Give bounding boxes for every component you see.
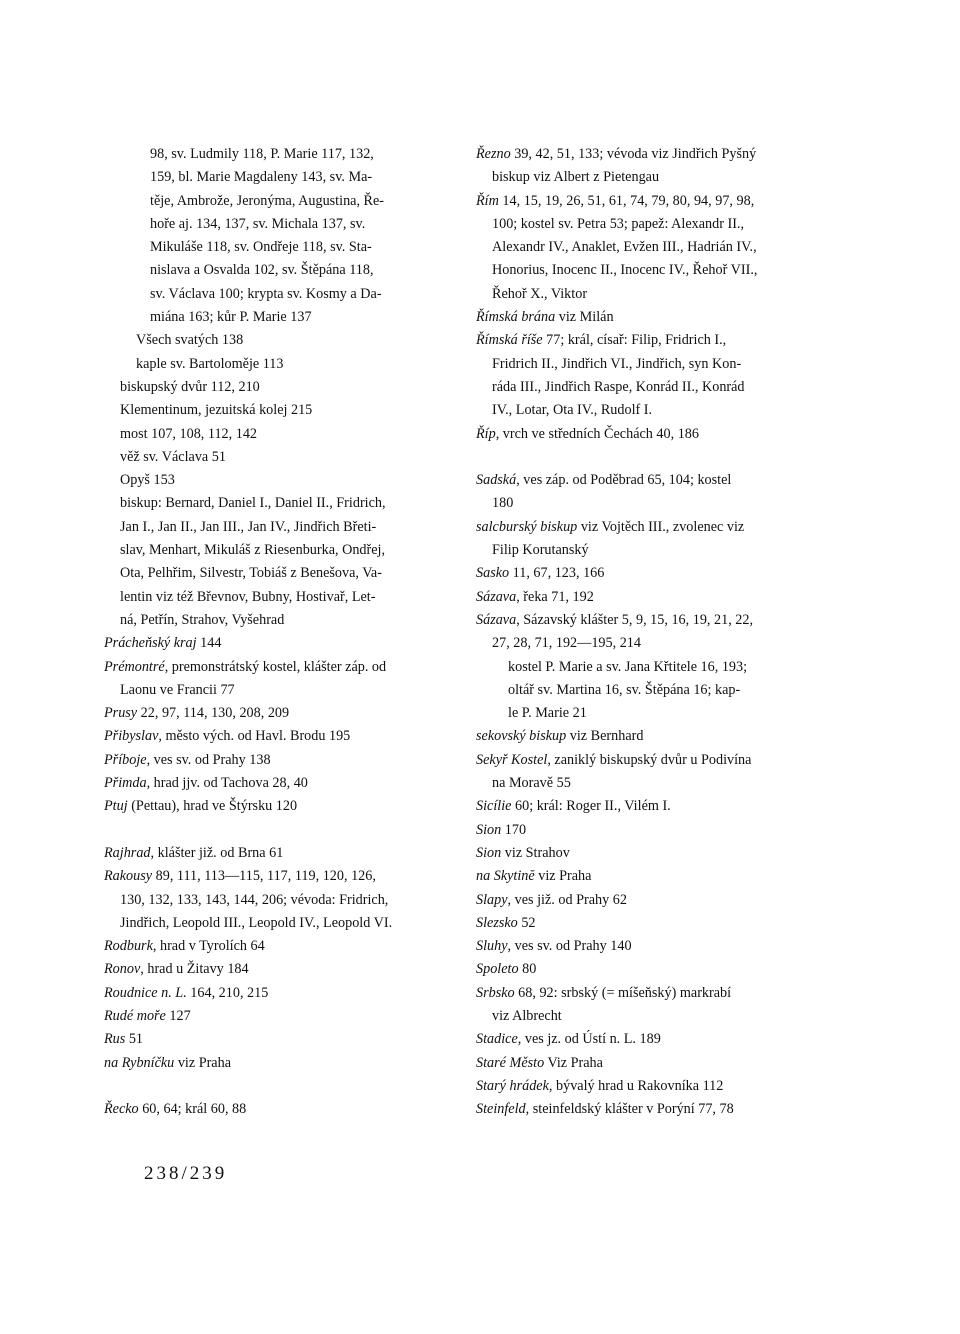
index-entry-continuation: [476, 399, 808, 422]
entry-text: Filip Korutanský: [492, 542, 589, 559]
index-entry-continuation: [104, 306, 434, 329]
entry-headword: Prusy: [104, 705, 138, 722]
entry-text: biskup viz Albert z Pietengau: [492, 169, 660, 186]
entry-headword: Stadice: [476, 1031, 518, 1048]
entry-text: , hrad jjv. od Tachova 28, 40: [146, 775, 308, 792]
entry-text: 127: [165, 1007, 191, 1024]
entry-headword: Říp: [476, 425, 496, 442]
index-entry: [476, 749, 808, 772]
entry-headword: Sázava: [476, 611, 517, 628]
entry-headword: Příboje: [104, 751, 147, 768]
entry-headword: Sion: [476, 844, 502, 861]
entry-text: Honorius, Inocenc II., Inocenc IV., Řehoř VII.,: [492, 262, 758, 279]
index-entry-continuation: [104, 539, 434, 562]
index-entry-continuation: [104, 283, 434, 306]
index-entry: [104, 725, 434, 748]
entry-text: viz Bernhard: [566, 728, 644, 745]
entry-text: IV., Lotar, Ota IV., Rudolf I.: [492, 402, 653, 419]
entry-headword: Slapy: [476, 891, 508, 908]
entry-headword: Prácheňský kraj: [104, 635, 197, 652]
entry-text: viz Milán: [555, 309, 614, 326]
entry-text: Alexandr IV., Anaklet, Evžen III., Hadrián IV.,: [492, 239, 757, 256]
entry-text: Ota, Pelhřim, Silvestr, Tobiáš z Benešova, Va-: [120, 565, 382, 582]
entry-headword: Sadská: [476, 472, 517, 489]
entry-text: , premonstrátský kostel, klášter záp. od: [164, 658, 387, 675]
entry-headword: Rus: [104, 1031, 126, 1048]
index-entry: [476, 586, 808, 609]
index-entry-continuation: [104, 329, 434, 352]
entry-text: Řehoř X., Viktor: [492, 285, 588, 302]
index-entry-continuation: [104, 353, 434, 376]
entry-headword: Ronov: [104, 961, 141, 978]
index-entry: [476, 143, 808, 166]
entry-text: viz Strahov: [501, 844, 570, 861]
index-entry: [476, 423, 808, 446]
entry-text: lentin viz též Břevnov, Bubny, Hostivař, Let-: [120, 588, 376, 605]
index-entry-continuation: [104, 213, 434, 236]
entry-headword: Starý hrádek: [476, 1077, 549, 1094]
entry-text: Laonu ve Francii 77: [120, 681, 235, 698]
entry-text: 170: [501, 821, 527, 838]
entry-text: 180: [492, 495, 514, 512]
index-entry: [104, 1028, 434, 1051]
entry-text: (Pettau), hrad ve Štýrsku 120: [127, 798, 298, 815]
index-entry: [104, 865, 434, 888]
entry-text: , hrad u Žitavy 184: [140, 961, 249, 978]
entry-headword: Prémontré: [104, 658, 165, 675]
index-entry-continuation: [476, 259, 808, 282]
entry-text: , ves jz. od Ústí n. L. 189: [517, 1031, 661, 1048]
index-entry: [476, 609, 808, 632]
entry-text: slav, Menhart, Mikuláš z Riesenburka, Ondřej,: [120, 542, 386, 559]
index-entry-continuation: [104, 259, 434, 282]
entry-headword: sekovský biskup: [476, 728, 567, 745]
index-entry-continuation: [476, 283, 808, 306]
index-entry: [104, 702, 434, 725]
index-entry: [476, 1052, 808, 1075]
entry-text: viz Vojtěch III., zvolenec viz: [577, 518, 745, 535]
index-entry-continuation: [104, 679, 434, 702]
entry-headword: Sasko: [476, 565, 510, 582]
entry-text: 144: [196, 635, 222, 652]
entry-text: ráda III., Jindřich Raspe, Konrád II., Konrád: [492, 378, 745, 395]
index-entry-continuation: [104, 376, 434, 399]
entry-text: 27, 28, 71, 192—195, 214: [492, 635, 641, 652]
entry-text: , město vých. od Havl. Brodu 195: [158, 728, 351, 745]
index-entry: [476, 1075, 808, 1098]
index-entry: [104, 1098, 434, 1121]
entry-text: 39, 42, 51, 133; vévoda viz Jindřich Pyšný: [510, 146, 757, 162]
entry-text: 100; kostel sv. Petra 53; papež: Alexandr II.,: [492, 215, 745, 232]
entry-text: ná, Petřín, Strahov, Vyšehrad: [120, 611, 285, 628]
index-entry: [476, 562, 808, 585]
index-entry-continuation: [104, 423, 434, 446]
entry-text: , vrch ve středních Čechách 40, 186: [495, 425, 699, 442]
entry-text: Fridrich II., Jindřich VI., Jindřich, syn Kon-: [492, 355, 742, 372]
index-entry-continuation: [476, 213, 808, 236]
entry-text: 14, 15, 19, 26, 51, 61, 74, 79, 80, 94, 97, 98,: [498, 192, 755, 209]
entry-headword: Rajhrad: [104, 844, 151, 861]
entry-headword: Staré Město: [476, 1054, 545, 1071]
entry-text: 77; král, císař: Filip, Fridrich I.,: [542, 332, 727, 349]
entry-text: , steinfeldský klášter v Porýní 77, 78: [525, 1101, 734, 1118]
entry-text: Jan I., Jan II., Jan III., Jan IV., Jindřich Břeti-: [120, 518, 377, 535]
entry-text: kaple sv. Bartoloměje 113: [136, 355, 284, 372]
index-entry: [476, 958, 808, 981]
entry-text: , bývalý hrad u Rakovníka 112: [548, 1077, 724, 1094]
index-entry: [476, 935, 808, 958]
entry-headword: Řím: [476, 192, 499, 209]
index-entry: [476, 842, 808, 865]
index-entry-continuation: [476, 656, 808, 679]
index-entry-continuation: [476, 353, 808, 376]
index-entry: [104, 842, 434, 865]
index-entry-continuation: [476, 236, 808, 259]
entry-headword: Rakousy: [104, 868, 153, 885]
entry-text: 60; král: Roger II., Vilém I.: [511, 798, 671, 815]
entry-text: , ves již. od Prahy 62: [507, 891, 627, 908]
entry-headword: Řezno: [476, 146, 511, 162]
index-entry: [476, 190, 808, 213]
index-entry: [476, 819, 808, 842]
entry-text: 51: [125, 1031, 144, 1048]
index-entry-continuation: [104, 446, 434, 469]
entry-text: kostel P. Marie a sv. Jana Křtitele 16, 193;: [508, 658, 748, 675]
index-entry: [104, 935, 434, 958]
entry-headword: Slezsko: [476, 914, 518, 931]
entry-text: le P. Marie 21: [508, 705, 587, 722]
index-entry: [476, 516, 808, 539]
index-entry-continuation: [476, 632, 808, 655]
entry-text: nislava a Osvalda 102, sv. Štěpána 118,: [150, 262, 374, 279]
index-entry: [476, 889, 808, 912]
entry-headword: Rodburk: [104, 938, 153, 955]
entry-text: biskupský dvůr 112, 210: [120, 378, 260, 395]
entry-text: viz Praha: [174, 1054, 231, 1071]
entry-headword: Přimda: [104, 775, 147, 792]
entry-headword: Spoleto: [476, 961, 519, 978]
entry-text: viz Albrecht: [492, 1007, 562, 1024]
entry-text: hoře aj. 134, 137, sv. Michala 137, sv.: [150, 215, 366, 232]
entry-text: Opyš 153: [120, 472, 175, 489]
entry-text: 80: [518, 961, 537, 978]
entry-headword: Sluhy: [476, 938, 508, 955]
index-column-right: [476, 143, 808, 1121]
entry-headword: Sekyř Kostel: [476, 751, 548, 768]
entry-headword: Roudnice n. L.: [104, 984, 187, 1001]
entry-text: těje, Ambrože, Jeronýma, Augustina, Ře-: [150, 192, 385, 209]
entry-text: , hrad v Tyrolích 64: [152, 938, 265, 955]
index-entry-continuation: [104, 166, 434, 189]
entry-text: most 107, 108, 112, 142: [120, 425, 258, 442]
entry-text: , klášter již. od Brna 61: [150, 844, 284, 861]
section-gap: [104, 1075, 434, 1098]
entry-text: 89, 111, 113—115, 117, 119, 120, 126,: [152, 868, 376, 885]
entry-text: 164, 210, 215: [186, 984, 269, 1001]
index-entry-continuation: [476, 492, 808, 515]
index-entry-continuation: [104, 609, 434, 632]
index-entry: [104, 795, 434, 818]
entry-text: 22, 97, 114, 130, 208, 209: [137, 705, 290, 722]
entry-headword: Sázava: [476, 588, 517, 605]
index-entry-continuation: [104, 889, 434, 912]
entry-headword: na Rybníčku: [104, 1054, 175, 1071]
entry-text: , Sázavský klášter 5, 9, 15, 16, 19, 21, 22,: [516, 611, 754, 628]
entry-headword: Rudé moře: [104, 1007, 166, 1024]
entry-text: 60, 64; král 60, 88: [138, 1101, 247, 1118]
index-entry: [104, 1052, 434, 1075]
entry-headword: Římská brána: [476, 309, 556, 326]
entry-text: , ves záp. od Poděbrad 65, 104; kostel: [516, 472, 732, 489]
entry-headword: Římská říše: [476, 332, 543, 349]
entry-headword: na Skytinĕ: [476, 868, 535, 885]
index-entry-continuation: [476, 679, 808, 702]
index-entry-continuation: [104, 912, 434, 935]
entry-text: Viz Praha: [544, 1054, 603, 1071]
index-entry-continuation: [476, 166, 808, 189]
entry-text: 52: [517, 914, 536, 931]
index-entry: [104, 656, 434, 679]
entry-headword: Steinfeld: [476, 1101, 526, 1118]
index-entry-continuation: [104, 399, 434, 422]
entry-text: , ves sv. od Prahy 138: [146, 751, 271, 768]
index-entry-continuation: [476, 702, 808, 725]
index-entry-continuation: [104, 516, 434, 539]
index-entry-continuation: [104, 562, 434, 585]
entry-text: biskup: Bernard, Daniel I., Daniel II., Fridrich,: [120, 495, 386, 512]
index-entry-continuation: [476, 539, 808, 562]
index-entry-continuation: [104, 586, 434, 609]
entry-text: oltář sv. Martina 16, sv. Štěpána 16; kap-: [508, 681, 741, 698]
index-entry: [476, 329, 808, 352]
index-entry-continuation: [476, 376, 808, 399]
entry-text: viz Praha: [534, 868, 592, 885]
entry-headword: Sion: [476, 821, 502, 838]
index-entry-continuation: [104, 190, 434, 213]
index-entry: [104, 982, 434, 1005]
index-entry: [476, 306, 808, 329]
entry-text: věž sv. Václava 51: [120, 448, 226, 465]
index-entry-continuation: [104, 236, 434, 259]
index-entry: [476, 1028, 808, 1051]
index-entry-continuation: [476, 772, 808, 795]
index-entry: [476, 725, 808, 748]
entry-headword: Řecko: [104, 1101, 139, 1118]
index-entry: [104, 772, 434, 795]
entry-text: 98, sv. Ludmily 118, P. Marie 117, 132,: [150, 146, 374, 162]
entry-text: , řeka 71, 192: [516, 588, 594, 605]
index-entry: [104, 958, 434, 981]
entry-text: Jindřich, Leopold III., Leopold IV., Leopold VI.: [120, 914, 393, 931]
index-entry: [476, 795, 808, 818]
index-entry-continuation: [104, 143, 434, 166]
index-entry: [476, 912, 808, 935]
index-entry: [476, 1098, 808, 1121]
entry-headword: Sicílie: [476, 798, 512, 815]
entry-text: na Moravě 55: [492, 775, 571, 792]
entry-headword: salcburský biskup: [476, 518, 578, 535]
index-entry: [476, 982, 808, 1005]
entry-text: 68, 92: srbský (= míšeňský) markrabí: [514, 984, 732, 1001]
entry-headword: Srbsko: [476, 984, 515, 1001]
page-number: 238/239: [144, 1163, 228, 1184]
index-entry: [104, 632, 434, 655]
entry-text: , ves sv. od Prahy 140: [507, 938, 632, 955]
entry-text: Klementinum, jezuitská kolej 215: [120, 402, 313, 419]
index-entry: [104, 749, 434, 772]
entry-text: miána 163; kůr P. Marie 137: [150, 309, 312, 326]
entry-text: 130, 132, 133, 143, 144, 206; vévoda: Fridrich,: [120, 891, 389, 908]
index-entry: [476, 865, 808, 888]
entry-text: , zaniklý biskupský dvůr u Podivína: [547, 751, 752, 768]
index-entry: [104, 1005, 434, 1028]
entry-headword: Ptuj: [104, 798, 128, 815]
entry-headword: Přibyslav: [104, 728, 159, 745]
section-gap: [476, 446, 808, 469]
entry-text: sv. Václava 100; krypta sv. Kosmy a Da-: [150, 285, 382, 302]
entry-text: 11, 67, 123, 166: [509, 565, 605, 582]
index-entry: [476, 469, 808, 492]
index-entry-continuation: [476, 1005, 808, 1028]
index-entry-continuation: [104, 492, 434, 515]
entry-text: 159, bl. Marie Magdaleny 143, sv. Ma-: [150, 169, 373, 186]
entry-text: Mikuláše 118, sv. Ondřeje 118, sv. Sta-: [150, 239, 372, 256]
section-gap: [104, 819, 434, 842]
index-entry-continuation: [104, 469, 434, 492]
entry-text: Všech svatých 138: [136, 332, 244, 349]
index-column-left: [104, 143, 434, 1121]
